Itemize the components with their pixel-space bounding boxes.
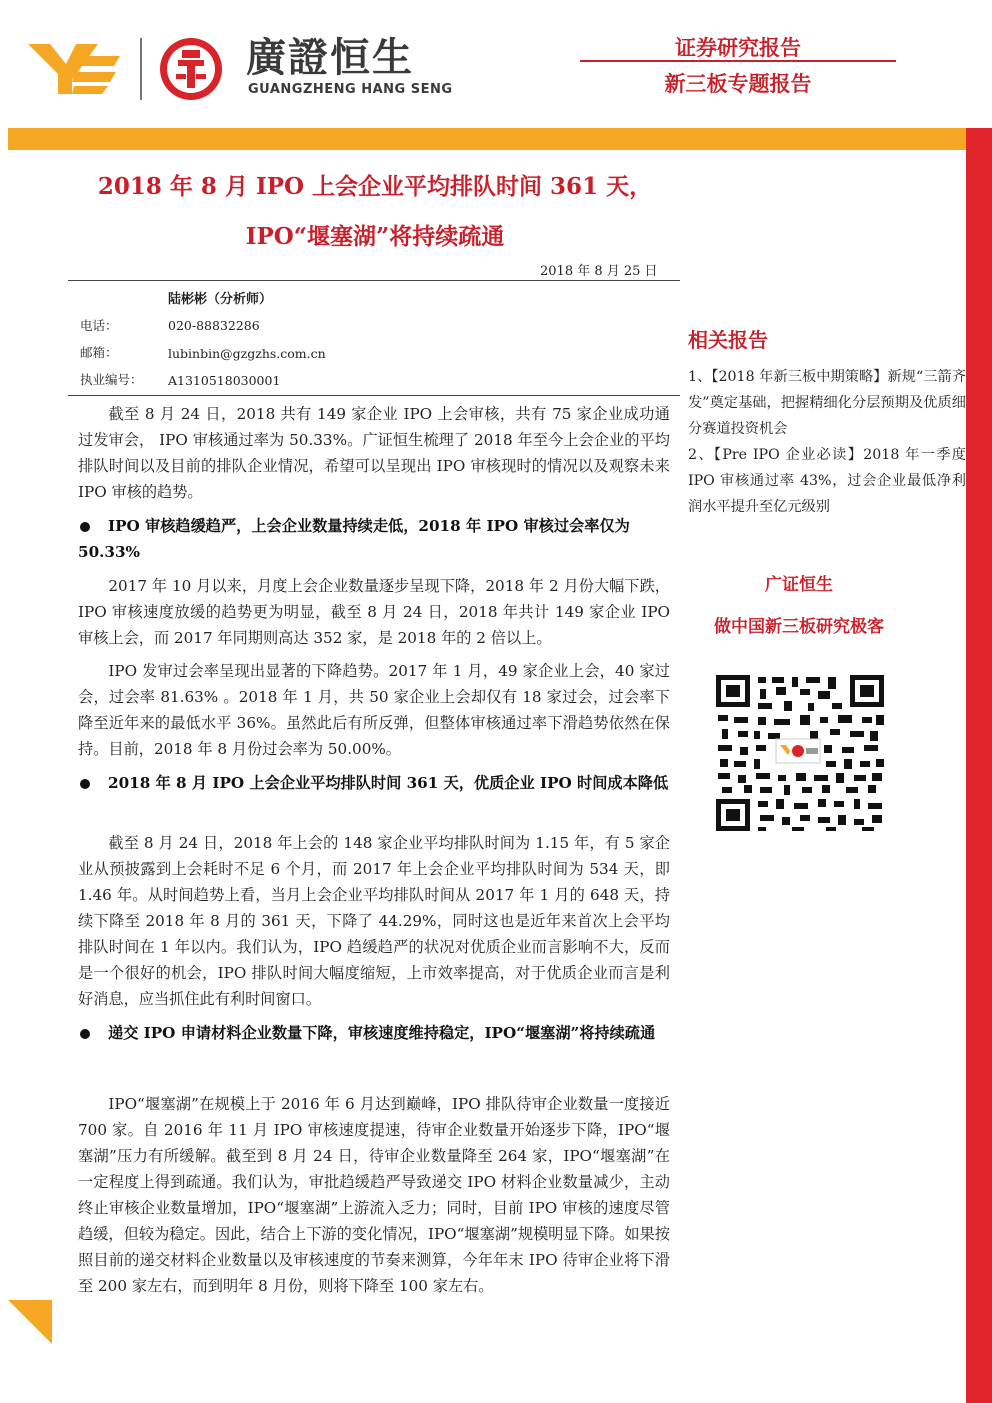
phone-label: 电话： <box>80 318 118 333</box>
report-type: 证券研究报告 <box>675 36 801 60</box>
sidebar-slogan: 做中国新三板研究极客 <box>714 617 884 637</box>
paragraph-3: IPO 发审过会率呈现出显著的下降趋势。2017 年 1 月，49 家企业上会，40 家过会，过会率 81.63% 。2018 年 1 月，共 50 家企业上会却仅有 18 家过会，过会率下降至近年来的最低水平 36%。虽然此后有所反弹，但整体审核通过率下滑趋势依然在保持。目前，2018 年 8 月份过会率为 50.00%。 <box>78 662 670 758</box>
report-type-divider <box>580 60 896 62</box>
brand-name-cn: 廣證恒生 <box>246 35 414 81</box>
paragraph-2: 2017 年 10 月以来，月度上会企业数量逐步呈现下降，2018 年 2 月份大幅下跌，IPO 审核速度放缓的趋势更为明显，截至 8 月 24 日，2018 年共计 149 家企业 IPO 审核上会，而 2017 年同期则高达 352 家，是 2018 年的 2 倍以上。 <box>78 577 670 647</box>
paragraph-intro: 截至 8 月 24 日，2018 共有 149 家企业 IPO 上会审核，共有 75 家企业成功通过发审会， IPO 审核通过率为 50.33%。广证恒生梳理了 2018 年至今上会企业的平均排队时间以及目前的排队企业情况，希望可以呈现出 IPO 审核现时的情况以及观察未来 IPO 审核的趋势。 <box>78 405 670 501</box>
related-reports-title: 相关报告 <box>688 328 768 352</box>
bullet-heading-1 <box>78 513 670 565</box>
logo-divider <box>140 38 142 100</box>
bullet-heading-text: 递交 IPO 申请材料企业数量下降，审核速度维持稳定，IPO“堰塞湖”将持续疏通 <box>108 1024 656 1042</box>
bullet-heading-text: 2018 年 8 月 IPO 上会企业平均排队时间 361 天，优质企业 IPO 时间成本降低 <box>108 774 669 792</box>
email-value[interactable]: lubinbin@gzgzhs.com.cn <box>168 346 326 361</box>
qr-code-icon <box>714 673 886 833</box>
license-value: A1310518030001 <box>168 373 281 388</box>
related-report-2[interactable]: 2、【Pre IPO 企业必读】2018 年一季度 IPO 审核通过率 43%，过会企业最低净利润水平提升至亿元级别 <box>688 447 966 515</box>
header-accent-bar <box>8 128 966 150</box>
bullet-dot-icon <box>80 779 90 789</box>
bullet-heading-2 <box>78 770 670 796</box>
report-subtype: 新三板专题报告 <box>664 72 812 96</box>
bullet-dot-icon <box>80 1029 90 1039</box>
report-date: 2018 年 8 月 25 日 <box>540 264 658 279</box>
license-label: 执业编号： <box>80 372 143 387</box>
paragraph-4: 截至 8 月 24 日，2018 年上会的 148 家企业平均排队时间为 1.15 年，有 5 家企业从预披露到上会耗时不足 6 个月，而 2017 年上会企业平均排队时间为 534 天，即 1.46 年。从时间趋势上看，当月上会企业平均排队时间从 2017 年 1 月的 648 天，持续下降至 2018 年 8 月的 361 天，下降了 44.29%，同时这也是近年来首次上会平均排队时间在 1 年以内。我们认为，IPO 趋缓趋严的状况对优质企业而言影响不大，反而是一个很好的机会，IPO 排队时间大幅度缩短，上市效率提高，对于优质企业而言是利好消息，应当抓住此有利时间窗口。 <box>78 834 670 1008</box>
email-label: 邮箱： <box>80 345 118 360</box>
report-title-line-2: IPO“堰塞湖”将持续疏通 <box>245 223 505 250</box>
related-report-1[interactable]: 1、【2018 年新三板中期策略】新规“三箭齐发”奠定基础，把握精细化分层预期及优质细分赛道投资机会 <box>688 369 966 437</box>
brand-name-en: GUANGZHENG HANG SENG <box>248 82 453 97</box>
paragraph-5: IPO“堰塞湖”在规模上于 2016 年 6 月达到巅峰，IPO 排队待审企业数量一度接近 700 家。自 2016 年 11 月 IPO 审核速度提速，待审企业数量开始逐步下降，IPO“堰塞湖”压力有所缓解。截至到 8 月 24 日，待审企业数量降至 264 家，IPO“堰塞湖”在一定程度上得到疏通。我们认为，审批趋缓趋严导致递交 IPO 材料企业数量减少，主动终止审核企业数量增加，IPO“堰塞湖”上游流入乏力；同时，目前 IPO 审核的速度尽管趋缓，但较为稳定。因此，结合上下游的变化情况，IPO“堰塞湖”规模明显下降。如果按照目前的递交材料企业数量以及审核速度的节奏来测算，今年年末 IPO 待审企业将下滑至 200 家左右，而到明年 8 月份，则将下降至 100 家左右。 <box>78 1095 670 1295</box>
bullet-heading-text: IPO 审核趋缓趋严，上会企业数量持续走低，2018 年 IPO 审核过会率仅为 50.33% <box>78 517 630 561</box>
bullet-dot-icon <box>80 522 90 532</box>
phone-value: 020-88832286 <box>168 318 260 333</box>
report-title-line-1: 2018 年 8 月 IPO 上会企业平均排队时间 361 天， <box>97 173 653 200</box>
analyst-name: 陆彬彬（分析师） <box>168 292 273 307</box>
side-accent-bar <box>966 128 992 1403</box>
corner-triangle-icon <box>8 1300 52 1344</box>
bullet-heading-3 <box>78 1020 670 1046</box>
sidebar-brand: 广证恒生 <box>765 575 833 595</box>
hang-seng-seal-icon <box>158 36 224 102</box>
date-divider <box>68 280 680 281</box>
analyst-divider <box>68 395 680 396</box>
ye-logo-icon <box>28 40 124 96</box>
